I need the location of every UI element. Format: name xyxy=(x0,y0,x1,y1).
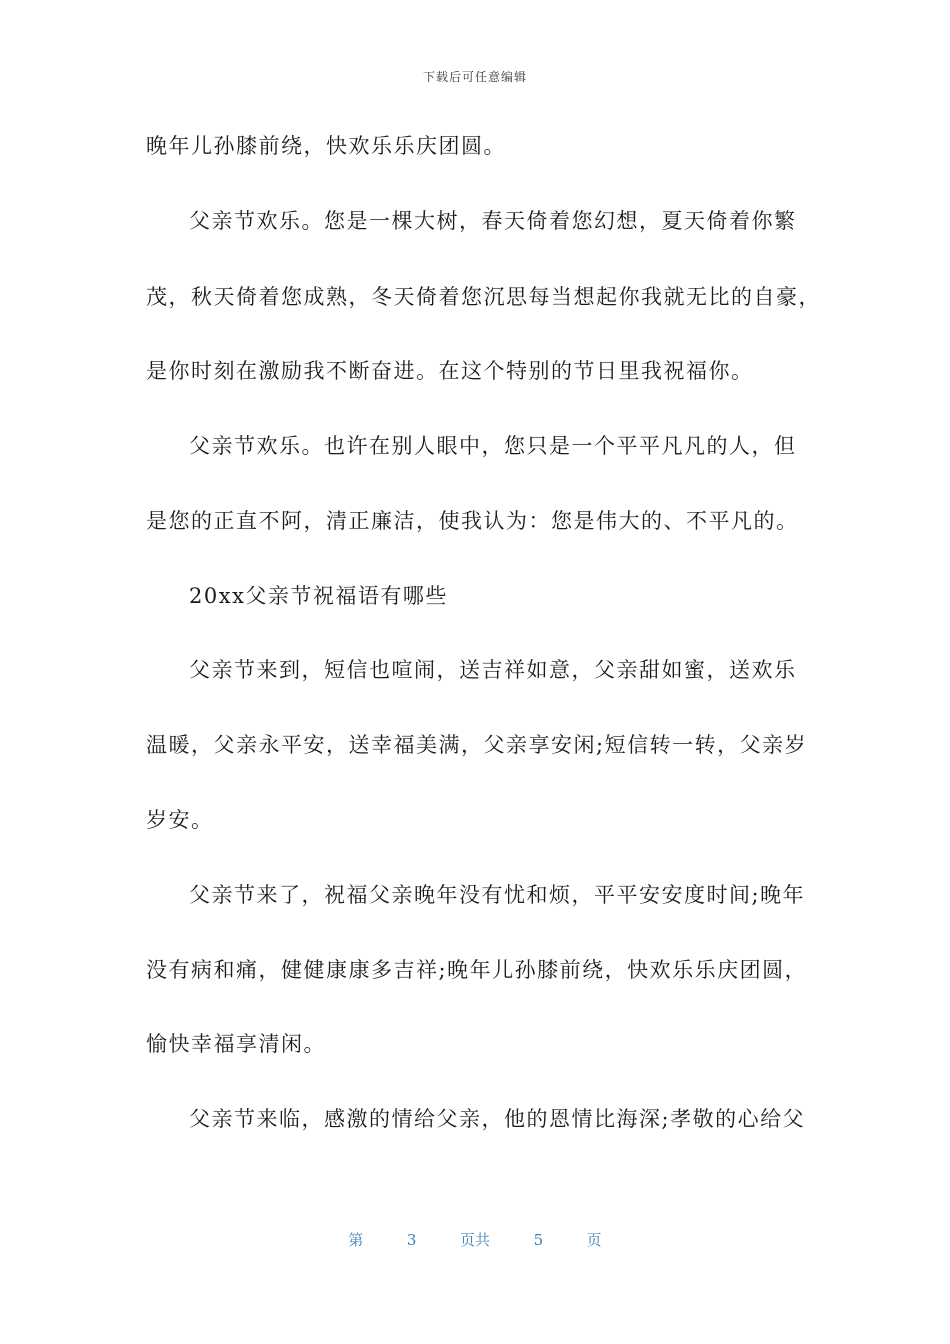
total-pages-number: 5 xyxy=(533,1231,544,1249)
text-line: 父亲节来了，祝福父亲晚年没有忧和烦，平平安安度时间;晚年 xyxy=(189,883,806,907)
text-line: 岁安。 xyxy=(146,808,214,832)
text-line: 晚年儿孙膝前绕，快欢乐乐庆团圆。 xyxy=(146,134,506,158)
text-line: 温暖，父亲永平安，送幸福美满，父亲享安闲;短信转一转，父亲岁 xyxy=(146,733,808,757)
text-line: 是你时刻在激励我不断奋进。在这个特别的节日里我祝福你。 xyxy=(146,359,754,383)
text-line: 父亲节来到，短信也喧闹，送吉祥如意，父亲甜如蜜，送欢乐 xyxy=(189,658,797,682)
footer-prefix: 第 xyxy=(348,1231,364,1249)
text-line: 父亲节欢乐。您是一棵大树，春天倚着您幻想，夏天倚着你繁 xyxy=(189,209,797,233)
text-line: 愉快幸福享清闲。 xyxy=(146,1032,326,1056)
text-line: 父亲节来临，感激的情给父亲，他的恩情比海深;孝敬的心给父 xyxy=(189,1107,806,1131)
page-footer xyxy=(0,1229,950,1250)
footer-middle: 页共 xyxy=(459,1231,490,1249)
current-page-number: 3 xyxy=(406,1231,417,1249)
text-line: 没有病和痛，健健康康多吉祥;晚年儿孙膝前绕，快欢乐乐庆团圆， xyxy=(146,958,808,982)
page-header: 下载后可任意编辑 xyxy=(422,70,527,84)
text-line: 茂，秋天倚着您成熟，冬天倚着您沉思每当想起你我就无比的自豪， xyxy=(146,285,821,309)
text-line: 是您的正直不阿，清正廉洁，使我认为：您是伟大的、不平凡的。 xyxy=(146,509,799,533)
footer-suffix: 页 xyxy=(586,1231,602,1249)
text-line: 父亲节欢乐。也许在别人眼中，您只是一个平平凡凡的人，但 xyxy=(189,434,797,458)
section-heading: 20xx父亲节祝福语有哪些 xyxy=(189,584,448,608)
